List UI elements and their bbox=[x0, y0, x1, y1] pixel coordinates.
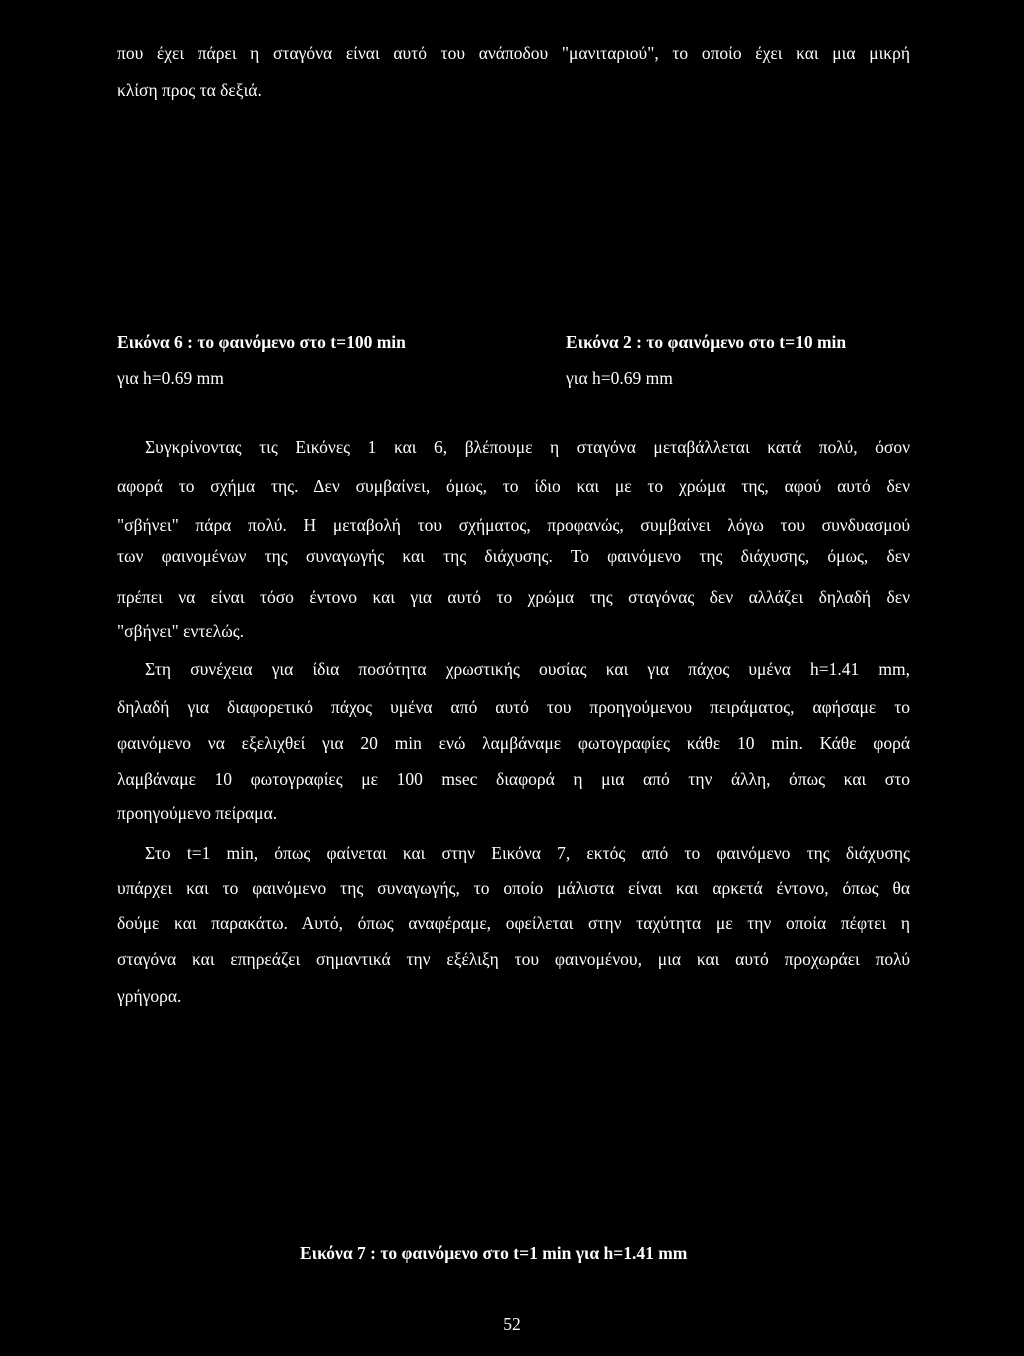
text-line: "σβήνει" εντελώς. bbox=[117, 621, 245, 641]
text-line: λαμβάναμε 10 φωτογραφίες με 100 msec διαφορά η μια από την άλλη, όπως και στο bbox=[117, 769, 910, 789]
text-line: φαινόμενο να εξελιχθεί για 20 min ενώ λαμβάναμε φωτογραφίες κάθε 10 min. Κάθε φορά bbox=[117, 733, 910, 753]
page-number: 52 bbox=[503, 1314, 521, 1334]
text-line: κλίση προς τα δεξιά. bbox=[117, 80, 262, 100]
text-line: δηλαδή για διαφορετικό πάχος υμένα από αυτό του προηγούμενου πειράματος, αφήσαμε το bbox=[117, 697, 910, 717]
text-line: προηγούμενο πείραμα. bbox=[117, 803, 278, 823]
figure-2-caption-subtitle: για h=0.69 mm bbox=[566, 368, 673, 388]
text-line: σταγόνα και επηρεάζει σημαντικά την εξέλιξη του φαινομένου, μια και αυτό προχωράει πολύ bbox=[117, 949, 910, 969]
text-line: γρήγορα. bbox=[117, 986, 182, 1006]
figure-2-caption-title: Εικόνα 2 : το φαινόμενο στο t=10 min bbox=[566, 332, 847, 352]
text-line: που έχει πάρει η σταγόνα είναι αυτό του ανάποδου "μανιταριού", το οποίο έχει και μια μικρή bbox=[117, 43, 910, 63]
figure-7-caption: Εικόνα 7 : το φαινόμενο στο t=1 min για h=1.41 mm bbox=[300, 1243, 688, 1263]
text-line: Συγκρίνοντας τις Εικόνες 1 και 6, βλέπουμε η σταγόνα μεταβάλλεται κατά πολύ, όσον bbox=[145, 437, 910, 457]
text-line: "σβήνει" πάρα πολύ. Η μεταβολή του σχήματος, προφανώς, συμβαίνει λόγω του συνδυασμού bbox=[117, 515, 910, 535]
text-line: Στο t=1 min, όπως φαίνεται και στην Εικόνα 7, εκτός από το φαινόμενο της διάχυσης bbox=[145, 843, 910, 863]
text-line: δούμε και παρακάτω. Αυτό, όπως αναφέραμε, οφείλεται στην ταχύτητα με την οποία πέφτει η bbox=[117, 913, 910, 933]
figure-6-caption-title: Εικόνα 6 : το φαινόμενο στο t=100 min bbox=[117, 332, 406, 352]
text-line: αφορά το σχήμα της. Δεν συμβαίνει, όμως, το ίδιο και με το χρώμα της, αφού αυτό δεν bbox=[117, 476, 910, 496]
text-line: πρέπει να είναι τόσο έντονο και για αυτό το χρώμα της σταγόνας δεν αλλάζει δηλαδή δεν bbox=[117, 587, 910, 607]
text-line: υπάρχει και το φαινόμενο της συναγωγής, το οποίο μάλιστα είναι και αρκετά έντονο, όπως θα bbox=[117, 878, 910, 898]
text-line: των φαινομένων της συναγωγής και της διάχυσης. Το φαινόμενο της διάχυσης, όμως, δεν bbox=[117, 546, 910, 566]
figure-6-caption-subtitle: για h=0.69 mm bbox=[117, 368, 224, 388]
text-line: Στη συνέχεια για ίδια ποσότητα χρωστικής ουσίας και για πάχος υμένα h=1.41 mm, bbox=[145, 659, 910, 679]
